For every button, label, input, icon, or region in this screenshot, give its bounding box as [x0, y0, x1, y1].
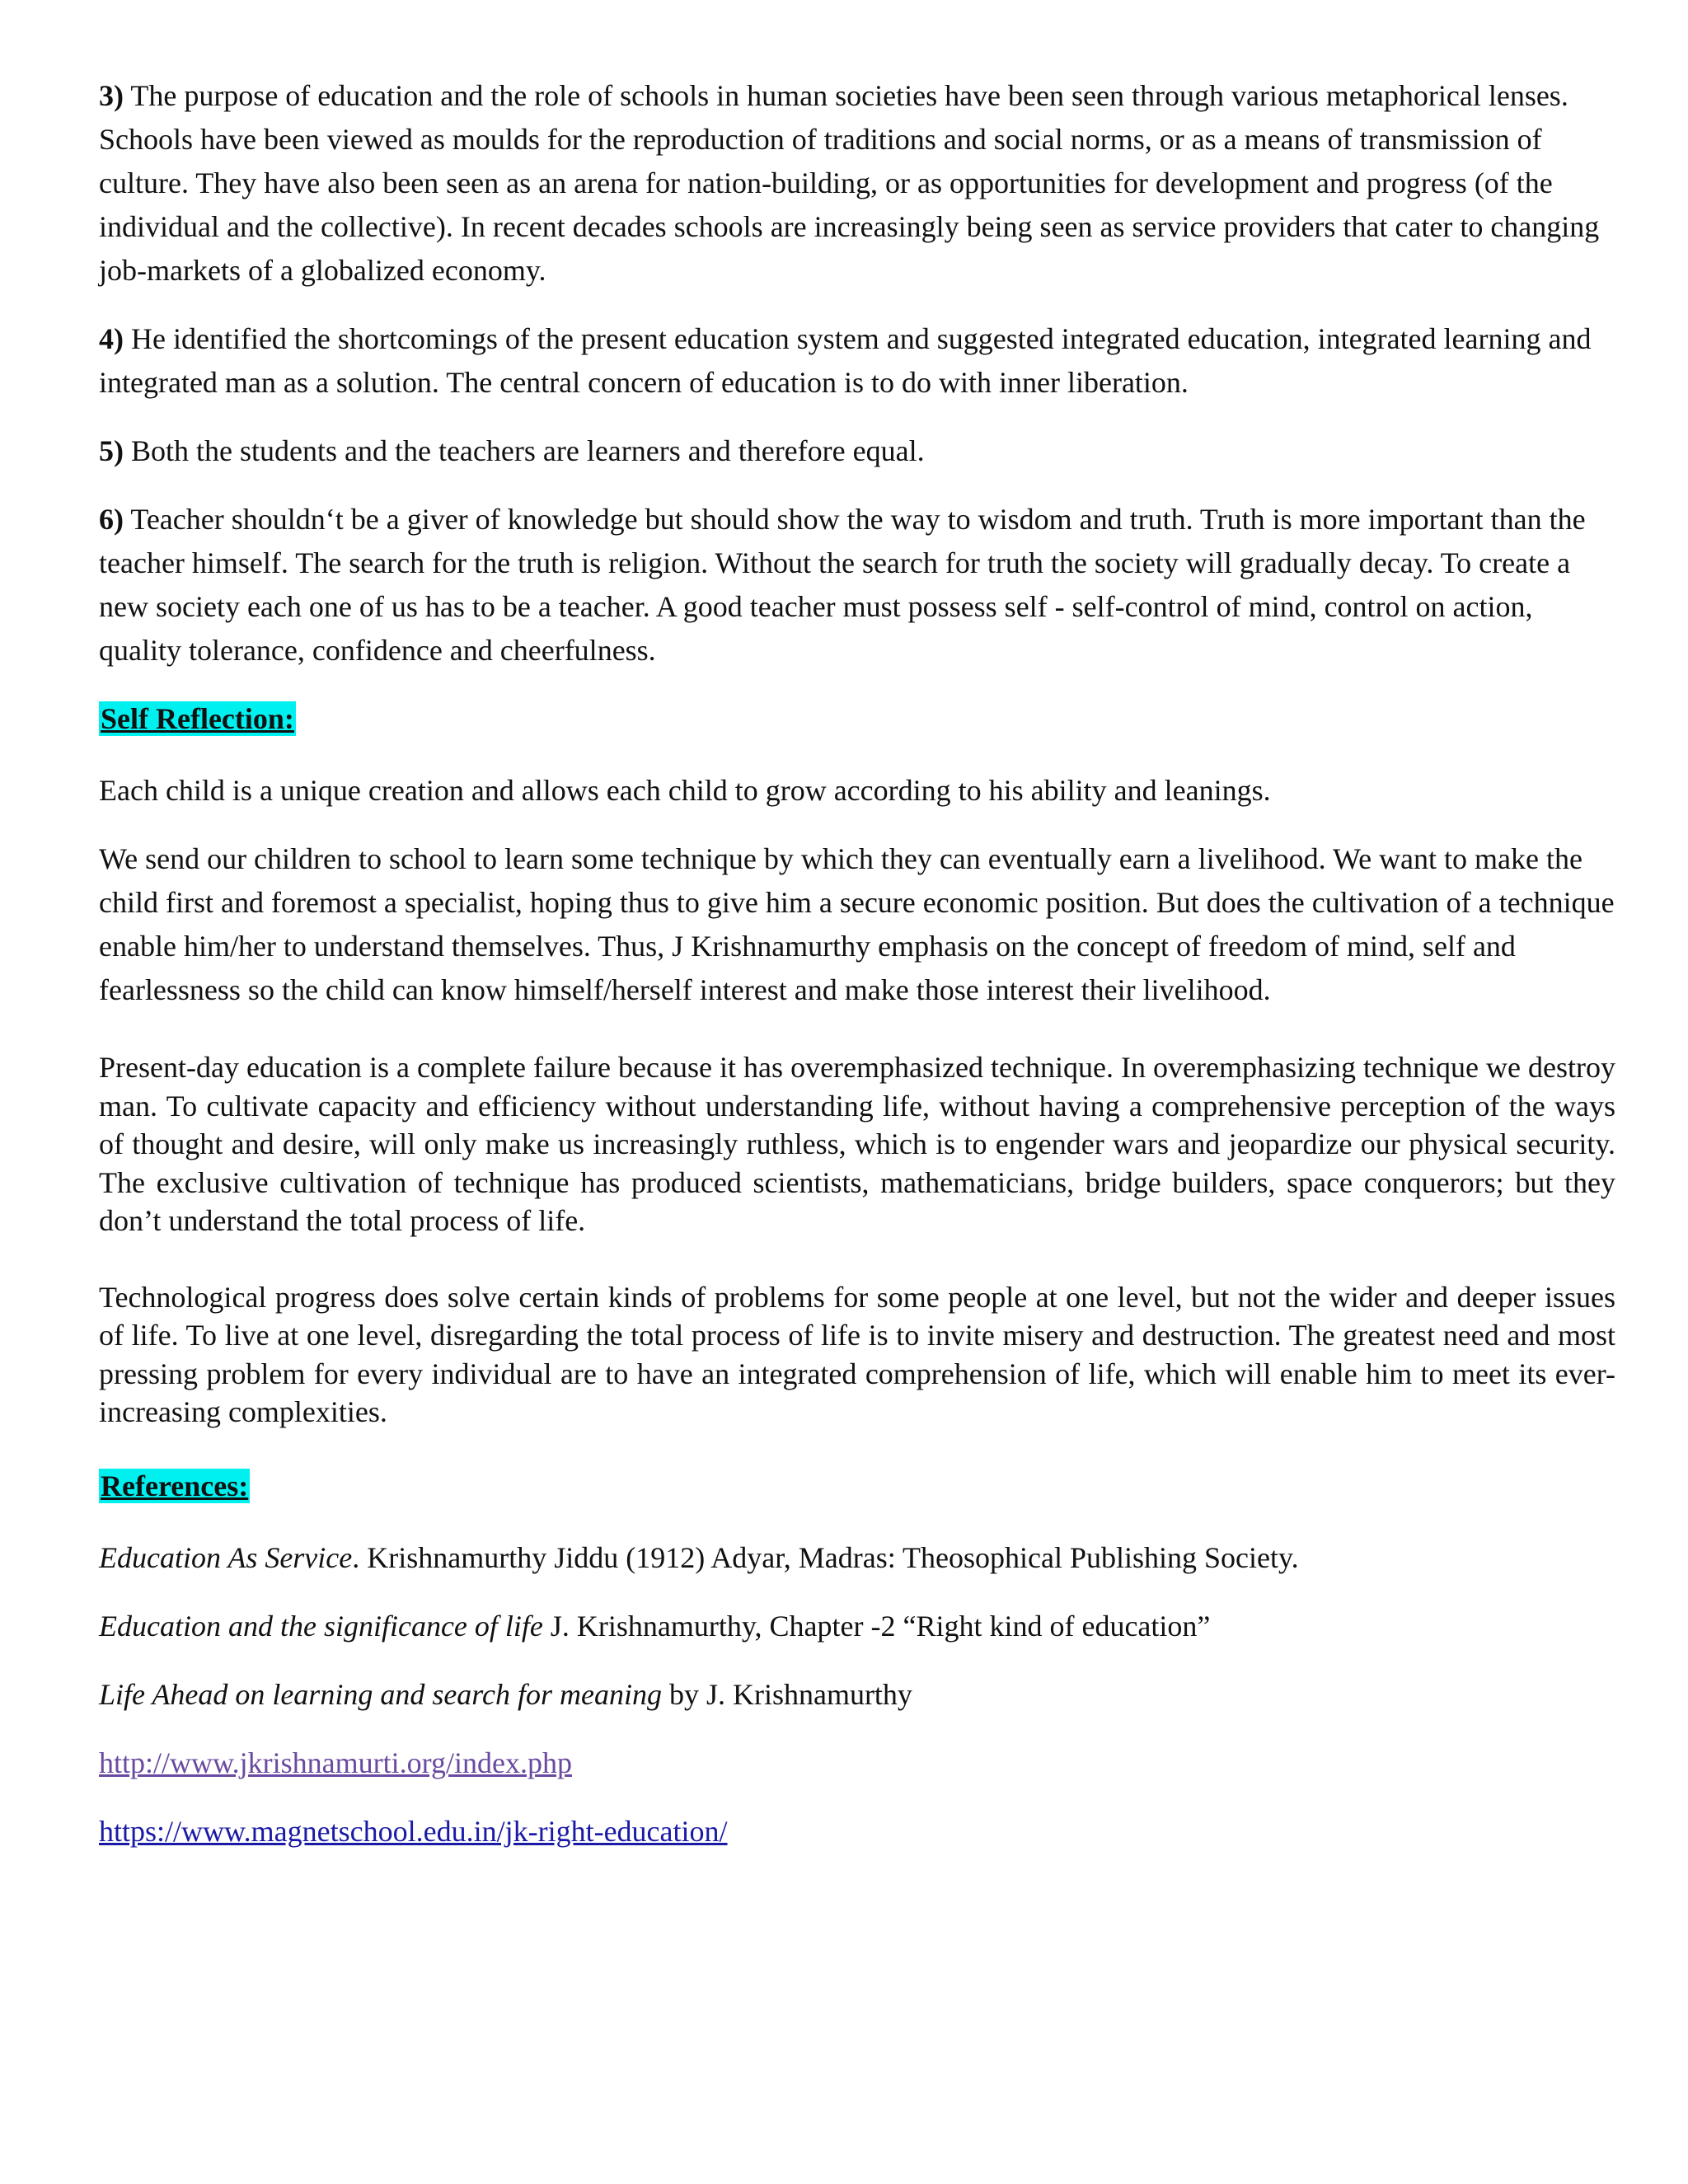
reference-details: J. Krishnamurthy, Chapter -2 “Right kind of education”	[542, 1609, 1211, 1643]
point-number: 5)	[99, 434, 124, 467]
point-text: Teacher shouldn‘t be a giver of knowledge but should show the way to wisdom and truth. Truth is more important than the teacher himself. The search for the truth is religion. Without the search for truth the society will gradually decay. To create a new society each one of us has to be a teacher. A good teacher must possess self - self-control of mind, control on action, quality tolerance, confidence and cheerfulness.	[99, 503, 1586, 667]
point-number: 6)	[99, 503, 124, 536]
reflection-paragraph-3: Present-day education is a complete failure because it has overemphasized technique. In overemphasizing technique we destroy man. To cultivate capacity and efficiency without understanding life, without having a comprehensive perception of the ways of thought and desire, will only make us increasingly ruthless, which is to engender wars and jeopardize our physical security. The exclusive cultivation of technique has produced scientists, mathematicians, bridge builders, space conquerors; but they don’t understand the total process of life.	[99, 1051, 1615, 1237]
document-page	[99, 74, 1615, 1878]
reflection-paragraph-1: Each child is a unique creation and allows each child to grow according to his ability and leanings.	[99, 774, 1271, 807]
point-5	[99, 429, 1615, 473]
point-3	[99, 74, 1615, 293]
self-reflection-heading-wrap	[99, 697, 1615, 741]
reference-item	[99, 1605, 1615, 1648]
point-number: 4)	[99, 322, 124, 355]
point-text: He identified the shortcomings of the present education system and suggested integrated education, integrated learning and integrated man as a solution. The central concern of education is to do with inner liberation.	[99, 322, 1592, 399]
references-heading: References:	[101, 1469, 249, 1502]
jkrishnamurti-link[interactable]: http://www.jkrishnamurti.org/index.php	[99, 1746, 572, 1779]
reference-item	[99, 1673, 1615, 1717]
reference-link-item	[99, 1741, 1615, 1785]
reference-item	[99, 1536, 1615, 1580]
point-text: Both the students and the teachers are learners and therefore equal.	[124, 434, 925, 467]
self-reflection-heading: Self Reflection:	[101, 702, 294, 735]
references-heading-wrap	[99, 1465, 1615, 1508]
reference-details: . Krishnamurthy Jiddu (1912) Adyar, Madras: Theosophical Publishing Society.	[352, 1540, 1299, 1574]
reference-title: Life Ahead on learning and search for meaning	[99, 1677, 662, 1711]
point-text: The purpose of education and the role of schools in human societies have been seen through various metaphorical lenses. Schools have been viewed as moulds for the reproduction of traditions and social norms, or as a means of transmission of culture. They have also been seen as an arena for nation-building, or as opportunities for development and progress (of the individual and the collective). In recent decades schools are increasingly being seen as service providers that cater to changing job-markets of a globalized economy.	[99, 79, 1600, 287]
reference-title: Education and the significance of life	[99, 1609, 543, 1643]
reflection-paragraph-2: We send our children to school to learn some technique by which they can eventually earn a livelihood. We want to make the child first and foremost a specialist, hoping thus to give him a secure economic position. But does the cultivation of a technique enable him/her to understand themselves. Thus, J Krishnamurthy emphasis on the concept of freedom of mind, self and fearlessness so the child can know himself/herself interest and make those interest their livelihood.	[99, 842, 1615, 1006]
point-4	[99, 317, 1615, 405]
reference-details: by J. Krishnamurthy	[661, 1677, 912, 1711]
point-number: 3)	[99, 79, 124, 112]
point-6	[99, 498, 1615, 673]
magnetschool-link[interactable]: https://www.magnetschool.edu.in/jk-right-education/	[99, 1814, 728, 1848]
reflection-paragraph-4: Technological progress does solve certain kinds of problems for some people at one level, but not the wider and deeper issues of life. To live at one level, disregarding the total process of life is to invite misery and destruction. The greatest need and most pressing problem for every individual are to have an integrated comprehension of life, which will enable him to meet its ever-increasing complexities.	[99, 1280, 1615, 1428]
reference-title: Education As Service	[99, 1540, 353, 1574]
reference-link-item	[99, 1810, 1615, 1854]
